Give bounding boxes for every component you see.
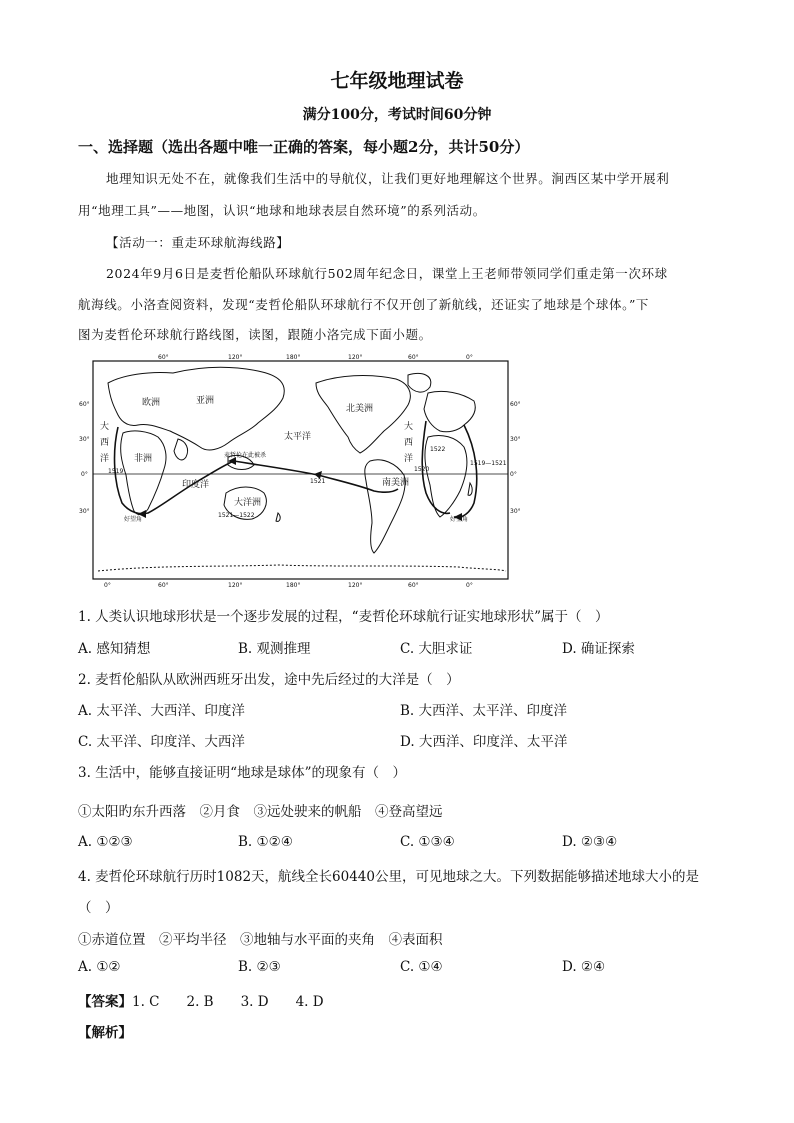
- question-1-option-b[interactable]: B. 观测推理: [238, 641, 311, 657]
- label-north-america: 北美洲: [346, 404, 374, 414]
- intro-line-5: 图为麦哲伦环球航行路线图，读图，跟随小洛完成下面小题。: [78, 327, 432, 342]
- label-indian-ocean: 印度洋: [182, 480, 210, 490]
- label-year-1519: 1519: [108, 468, 124, 475]
- top-tick: 60°: [158, 354, 169, 361]
- question-2-option-c[interactable]: C. 太平洋、印度洋、大西洋: [78, 734, 245, 750]
- label-atlantic-right: 洋: [404, 454, 414, 464]
- label-south-america: 南美洲: [382, 478, 410, 488]
- answer-text: 1. C 2. B 3. D 4. D: [132, 994, 324, 1010]
- label-atlantic-right: 西: [404, 438, 414, 448]
- question-3-option-d[interactable]: D. ②③④: [562, 834, 618, 850]
- right-tick: 60°: [510, 401, 520, 408]
- label-cape-left: 好望角: [124, 516, 143, 523]
- top-tick: 120°: [228, 354, 243, 361]
- question-1-option-d[interactable]: D. 确证探索: [562, 641, 635, 657]
- answer-label: 【答案】: [78, 994, 132, 1010]
- question-1-option-a[interactable]: A. 感知猜想: [78, 641, 151, 657]
- question-1-stem: 1. 人类认识地球形状是一个逐步发展的过程，“麦哲伦环球航行证实地球形状”属于（ ）: [78, 609, 609, 625]
- map-top-ticks: [158, 354, 473, 361]
- intro-line-2: 用“地理工具”——地图，认识“地球和地球表层自然环境”的系列活动。: [78, 203, 486, 218]
- question-3-option-c[interactable]: C. ①③④: [400, 834, 455, 850]
- label-atlantic-left: 西: [100, 438, 110, 448]
- top-tick: 120°: [348, 354, 363, 361]
- question-3-option-b[interactable]: B. ①②④: [238, 834, 293, 850]
- map-bottom-ticks: [104, 582, 473, 588]
- label-europe: 欧洲: [142, 398, 161, 408]
- label-asia: 亚洲: [196, 396, 215, 406]
- label-year-1522: 1522: [430, 446, 446, 453]
- question-4-stem-cont: （ ）: [78, 900, 119, 916]
- left-tick: 30°: [79, 436, 90, 443]
- bottom-tick: 60°: [158, 582, 169, 588]
- label-year-1521: 1521: [310, 478, 326, 485]
- label-year-1521-1522: 1521—1522: [218, 512, 255, 519]
- bottom-tick: 60°: [408, 582, 419, 588]
- activity-heading: 【活动一：重走环球航海线路】: [106, 235, 290, 250]
- exam-info: 满分100分，考试时间60分钟: [302, 107, 492, 123]
- magellan-route-map: [78, 353, 520, 588]
- right-tick: 30°: [510, 436, 520, 443]
- label-cape-right: 好望角: [450, 516, 469, 523]
- question-4-items: ①赤道位置 ②平均半径 ③地轴与水平面的夹角 ④表面积: [78, 932, 443, 948]
- question-2-option-a[interactable]: A. 太平洋、大西洋、印度洋: [78, 703, 245, 719]
- question-4-stem: 4. 麦哲伦环球航行历时1082天，航线全长60440公里，可见地球之大。下列数据能够描述地球大小的是: [78, 869, 699, 885]
- top-tick: 0°: [466, 354, 473, 361]
- answer-row: [78, 990, 324, 1010]
- analysis-label: 【解析】: [78, 1025, 132, 1041]
- question-2-option-d[interactable]: D. 大西洋、印度洋、太平洋: [400, 734, 568, 750]
- bottom-tick: 0°: [104, 582, 111, 588]
- label-pacific: 太平洋: [284, 432, 312, 442]
- top-tick: 180°: [286, 354, 301, 361]
- bottom-tick: 180°: [286, 582, 301, 588]
- top-tick: 60°: [408, 354, 419, 361]
- bottom-tick: 120°: [228, 582, 243, 588]
- label-year-1519-1521: 1519—1521: [470, 460, 507, 467]
- bottom-tick: 120°: [348, 582, 363, 588]
- intro-line-1: 地理知识无处不在，就像我们生活中的导航仪，让我们更好地理解这个世界。涧西区某中学开展利: [106, 171, 670, 186]
- page-title: 七年级地理试卷: [330, 70, 464, 92]
- map-right-ticks: [510, 401, 520, 515]
- bottom-tick: 0°: [466, 582, 473, 588]
- question-4-option-a[interactable]: A. ①②: [78, 959, 121, 975]
- label-oceania: 大洋洲: [234, 498, 262, 508]
- section-heading: 一、选择题（选出各题中唯一正确的答案，每小题2分，共计50分）: [78, 138, 530, 156]
- label-philippines: 麦哲伦在此被杀: [224, 452, 267, 459]
- question-4-option-d[interactable]: D. ②④: [562, 959, 606, 975]
- intro-line-4: 航海线。小洛查阅资料，发现“麦哲伦船队环球航行不仅开创了新航线，还证实了地球是个球体。”下: [78, 297, 650, 312]
- question-4-option-c[interactable]: C. ①④: [400, 959, 443, 975]
- left-tick: 60°: [79, 401, 90, 408]
- question-3-option-a[interactable]: A. ①②③: [78, 834, 133, 850]
- map-left-ticks: [79, 401, 90, 515]
- label-atlantic-left: 大: [100, 422, 110, 432]
- right-tick: 30°: [510, 508, 520, 515]
- question-1-option-c[interactable]: C. 大胆求证: [400, 641, 473, 657]
- label-atlantic-right: 大: [404, 422, 414, 432]
- question-3-items: ①太阳旳东升西落 ②月食 ③远处驶来的帆船 ④登高望远: [78, 804, 443, 820]
- question-2-stem: 2. 麦哲伦船队从欧洲西班牙出发，途中先后经过的大洋是（ ）: [78, 672, 460, 688]
- question-2-option-b[interactable]: B. 大西洋、太平洋、印度洋: [400, 703, 568, 719]
- intro-line-3: 2024年9月6日是麦哲伦船队环球航行502周年纪念日，课堂上王老师带领同学们重走第一次环球: [106, 266, 668, 281]
- label-africa: 非洲: [134, 454, 153, 464]
- left-tick: 30°: [79, 508, 90, 515]
- label-year-1520: 1520: [414, 466, 430, 473]
- question-3-stem: 3. 生活中，能够直接证明“地球是球体”的现象有（ ）: [78, 765, 406, 781]
- right-tick: 0°: [510, 471, 517, 478]
- question-4-option-b[interactable]: B. ②③: [238, 959, 281, 975]
- left-tick: 0°: [81, 471, 88, 478]
- label-atlantic-left: 洋: [100, 454, 110, 464]
